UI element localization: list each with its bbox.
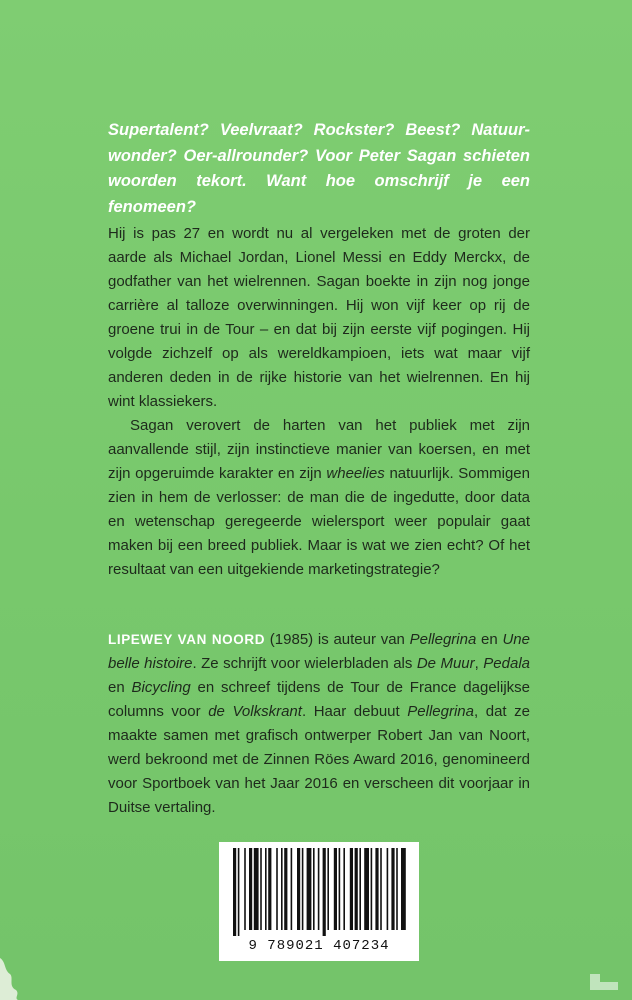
barcode-bar [307, 848, 312, 930]
barcode-bar [323, 848, 326, 936]
author-bio-text: LIPEWEY VAN NOORD (1985) is auteur van Pellegrina en Une belle histoire. Ze schrijft voor wielerbladen als De Muur, Pedala en Bicycling en schreef tijdens de Tour de France dagelijkse columns voor de Volkskrant. Haar debuut Pellegrina, dat ze maakte samen met grafisch ontwerper Robert Jan van Noort, werd bekroond met de Zinnen Röes Award 2016, genomineerd voor Sportboek van het Jaar 2016 en verscheen dit voorjaar in Duitse vertaling. [108, 631, 531, 816]
barcode-bar [268, 848, 271, 930]
barcode-bar [350, 848, 353, 930]
barcode-bar [375, 848, 378, 930]
barcode-bar [359, 848, 361, 930]
barcode-bar [276, 848, 278, 930]
barcode-bar [260, 848, 262, 930]
blurb [108, 118, 530, 220]
barcode-bar [281, 848, 283, 930]
barcode-bar [297, 848, 300, 930]
author-name: LIPEWEY VAN NOORD [108, 632, 266, 647]
isbn-number: 9 789021 407234 [248, 938, 390, 954]
watermark-logo-icon [586, 968, 622, 994]
barcode-bar [371, 848, 373, 930]
barcode-bars [219, 842, 419, 938]
author-bio [108, 628, 530, 820]
barcode-bar [343, 848, 345, 930]
description-paragraph-2: Sagan verovert de harten van het publiek met zijn aanvallende stijl, zijn instinctieve manier van koersen, en met zijn opgeruimde karakter en zijn wheelies natuurlijk. Sommigen zien in hem de verlosser: de man die de ingedutte, door data en wetenschap geregeerde wielersport weer populair gaat maken bij een breed publiek. Maar is wat we zien echt? Of het resultaat van een uitgekiende marketingstrategie? [108, 417, 530, 578]
corner-wear-mark [0, 952, 30, 1000]
barcode-bar [244, 848, 246, 930]
barcode-bar [254, 848, 259, 930]
description-paragraph-1: Hij is pas 27 en wordt nu al vergeleken met de groten der aarde als Michael Jordan, Lionel Messi en Eddy Merckx, de godfather van het wielrennen. Sagan boekte in zijn nog jonge carrière al talloze overwinningen. Hij won vijf keer op rij de groene trui in de Tour – en dat bij zijn eerste vijf pogingen. Hij volgde zichzelf op als wereldkampioen, iets wat maar vijf anderen deden in de rijke historie van het wielrennen. En hij wint klassiekers. [108, 225, 530, 410]
barcode-bar [355, 848, 358, 930]
barcode-bar [339, 848, 341, 930]
barcode-bar [233, 848, 236, 936]
blurb-text: Supertalent? Veelvraat? Rockster? Beest? Natuurwonder? Oer-allrounder? Voor Peter Sagan schieten woorden tekort. Want hoe omschrijf je een fenomeen? [108, 121, 530, 216]
barcode-bar [334, 848, 337, 930]
barcode-bar [249, 848, 252, 930]
barcode-bar [396, 848, 398, 930]
barcode-bar [380, 848, 382, 930]
barcode-bar [327, 848, 329, 930]
barcode-bar [318, 848, 320, 930]
barcode-bar [313, 848, 315, 930]
barcode-bar [284, 848, 287, 930]
description [108, 222, 530, 582]
barcode-bar [401, 848, 406, 930]
barcode-bar [238, 848, 240, 936]
barcode-bar [265, 848, 267, 930]
barcode-bar [291, 848, 293, 930]
barcode-bar [364, 848, 369, 930]
barcode-bar [391, 848, 394, 930]
barcode [219, 842, 419, 961]
barcode-bar [387, 848, 389, 930]
barcode-bar [302, 848, 304, 930]
